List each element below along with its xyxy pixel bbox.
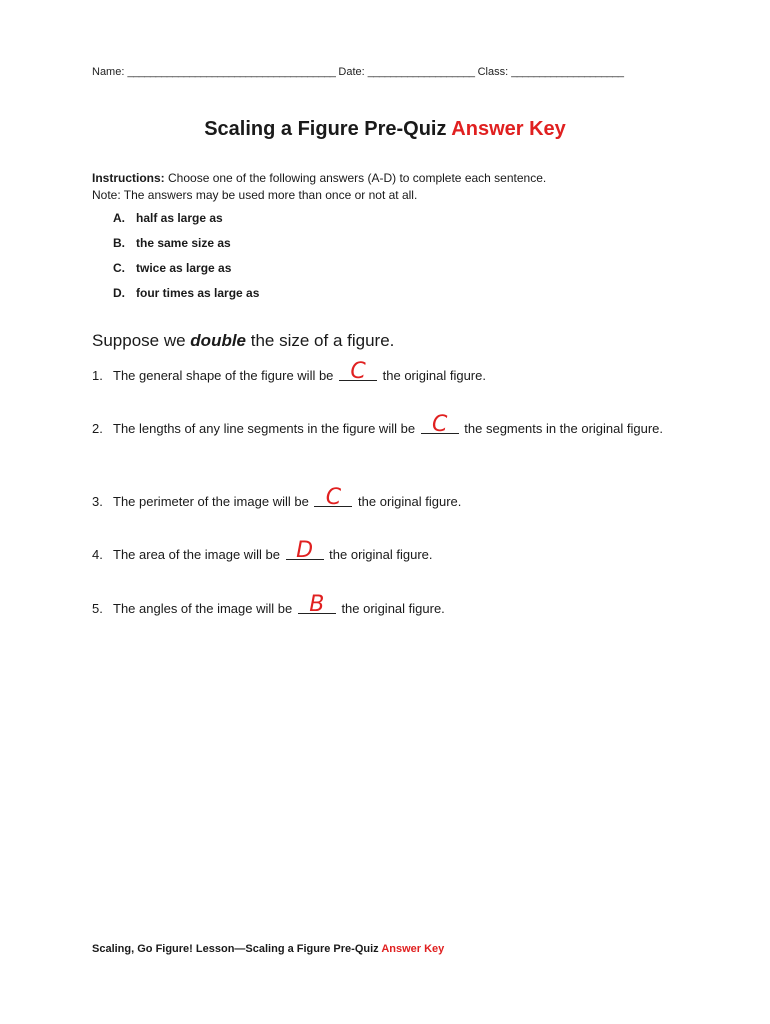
question-text: The lengths of any line segments in the figure will be xyxy=(113,421,419,436)
question-text: The perimeter of the image will be xyxy=(113,494,313,509)
question-number: 5. xyxy=(92,601,103,616)
name-blank: _____________________________________ xyxy=(127,66,336,78)
question-text: The general shape of the figure will be xyxy=(113,368,338,383)
choice-text: the same size as xyxy=(136,236,231,250)
question-1 xyxy=(92,359,672,385)
name-label: Name: xyxy=(92,66,125,78)
question-number: 1. xyxy=(92,368,103,383)
question-2 xyxy=(92,412,672,438)
footer-main: Scaling, Go Figure! Lesson—Scaling a Figure Pre-Quiz xyxy=(92,943,382,955)
question-text-after: the original figure. xyxy=(354,494,462,509)
question-number: 4. xyxy=(92,547,103,562)
answer-blank xyxy=(314,485,352,510)
answer-blank xyxy=(421,412,459,437)
title-answer-key: Answer Key xyxy=(451,118,566,140)
question-number: 3. xyxy=(92,494,103,509)
date-blank: ___________________ xyxy=(367,66,475,78)
title-main: Scaling a Figure Pre-Quiz xyxy=(204,118,452,140)
choice-text: half as large as xyxy=(136,211,223,225)
handwritten-answer: C xyxy=(325,485,342,510)
choice-c xyxy=(113,261,259,286)
choice-letter: A. xyxy=(113,211,125,225)
choice-letter: D. xyxy=(113,286,125,300)
question-5 xyxy=(92,592,672,618)
date-label: Date: xyxy=(338,66,365,78)
choice-d xyxy=(113,286,259,311)
question-text-after: the original figure. xyxy=(337,601,445,616)
page-footer xyxy=(92,943,444,955)
instructions-note: Note: The answers may be used more than once or not at all. xyxy=(92,188,418,202)
question-text-after: the original figure. xyxy=(325,547,433,562)
question-text: The angles of the image will be xyxy=(113,601,296,616)
question-text-after: the segments in the original figure. xyxy=(460,421,664,436)
instructions-label: Instructions: xyxy=(92,171,165,185)
instructions-text: Choose one of the following answers (A-D) to complete each sentence. xyxy=(164,171,547,185)
choice-text: twice as large as xyxy=(136,261,232,275)
choice-text: four times as large as xyxy=(136,286,260,300)
page-title xyxy=(0,118,770,141)
prompt-after: the size of a figure. xyxy=(246,331,395,350)
class-label: Class: xyxy=(477,66,509,78)
question-number: 2. xyxy=(92,421,103,436)
question-3 xyxy=(92,485,672,511)
question-text: The area of the image will be xyxy=(113,547,284,562)
answer-blank xyxy=(298,592,336,617)
question-prompt xyxy=(92,331,394,351)
choice-b xyxy=(113,236,259,261)
choice-letter: B. xyxy=(113,236,125,250)
header-fields xyxy=(92,66,624,78)
answer-blank xyxy=(339,359,377,384)
handwritten-answer: C xyxy=(350,359,366,384)
handwritten-answer: B xyxy=(309,592,325,617)
choice-letter: C. xyxy=(113,261,125,275)
prompt-emphasis: double xyxy=(190,331,247,350)
handwritten-answer: C xyxy=(431,412,448,437)
question-text-after: the original figure. xyxy=(379,368,486,383)
answer-blank xyxy=(286,538,324,563)
choice-list xyxy=(113,211,259,311)
choice-a xyxy=(113,211,259,236)
question-4 xyxy=(92,538,672,564)
footer-answer-key: Answer Key xyxy=(381,943,445,955)
prompt-before: Suppose we xyxy=(92,331,191,350)
handwritten-answer: D xyxy=(296,538,314,563)
class-blank: ____________________ xyxy=(511,66,624,78)
instructions xyxy=(92,170,546,204)
